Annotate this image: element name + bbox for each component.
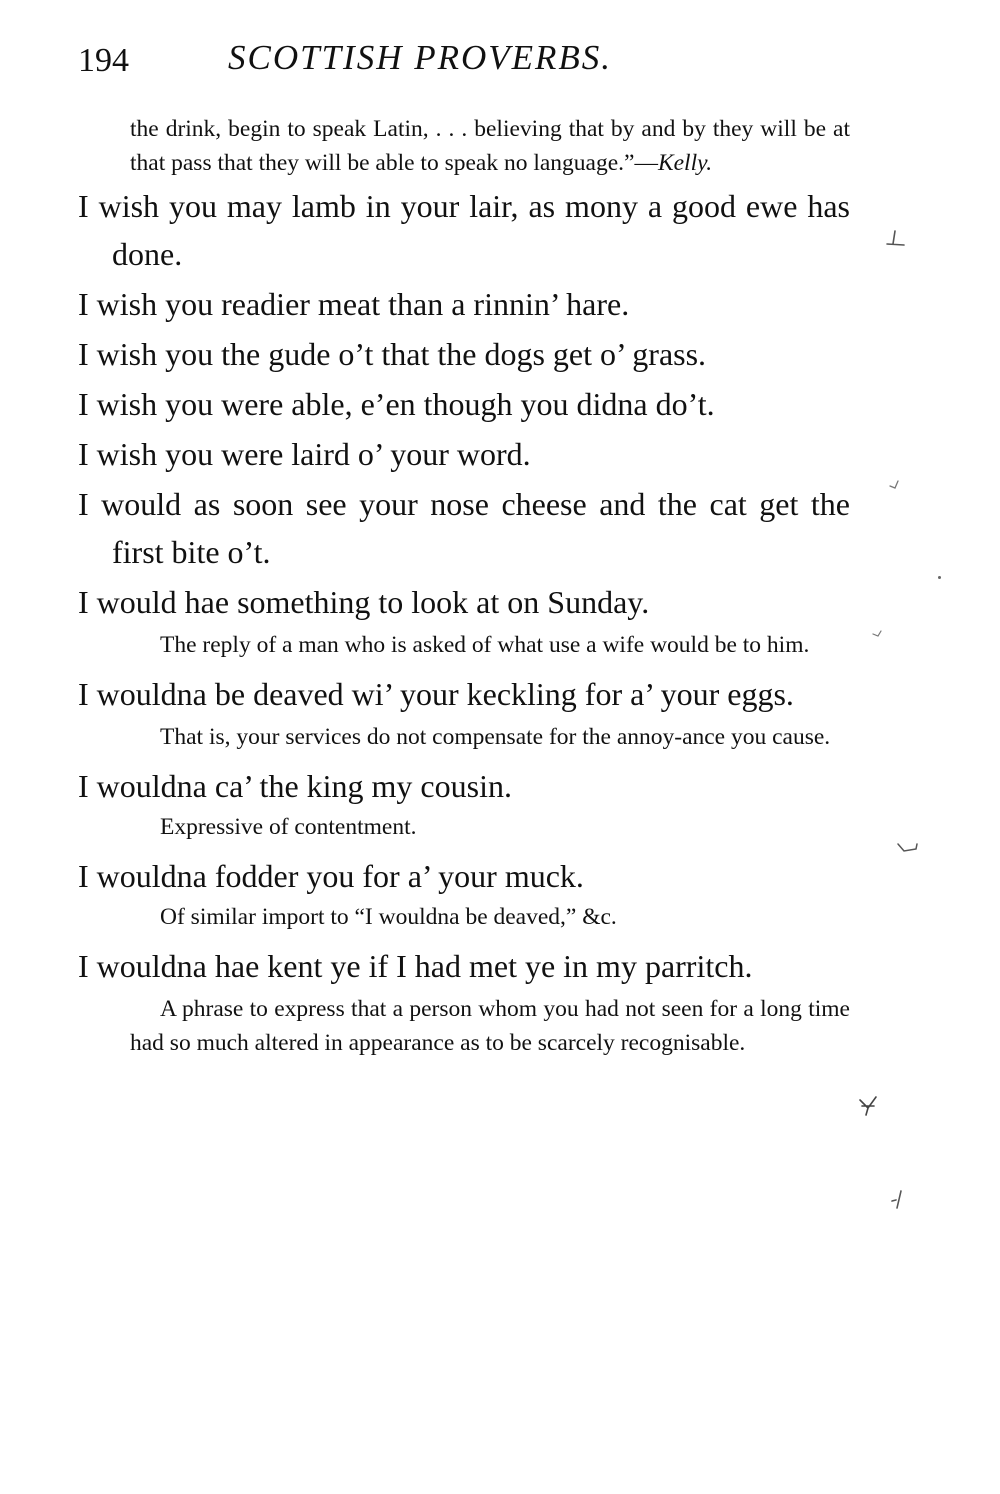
ink-speck	[938, 576, 941, 579]
proverb-entry: I wish you may lamb in your lair, as mony a good ewe has done.	[78, 188, 850, 272]
proverb-entry: I wouldna fodder you for a’ your muck.	[78, 858, 584, 894]
proverb-note: Expressive of contentment.	[160, 814, 417, 840]
proverb-entry: I wish you were laird o’ your word.	[78, 436, 531, 472]
proverb-entry: I wouldna hae kent ye if I had met ye in my parritch.	[78, 948, 753, 984]
page-number: 194	[78, 42, 129, 79]
proverb-note: The reply of a man who is asked of what use a wife would be to him.	[160, 632, 810, 658]
proverb-entry: I wouldna be deaved wi’ your keckling for a’ your eggs.	[78, 676, 794, 712]
proverb-list	[78, 112, 850, 1060]
continued-note	[78, 112, 850, 180]
proverb-entry: I wish you readier meat than a rinnin’ hare.	[78, 286, 630, 322]
pencil-mark	[886, 478, 902, 494]
page-header	[78, 38, 858, 88]
proverb-note: A phrase to express that a person whom you had not seen for a long time had so much altered in appearance as to be scarcely recognisable.	[130, 996, 850, 1056]
proverb-entry: I wish you were able, e’en though you didna do’t.	[78, 386, 715, 422]
pencil-mark	[896, 840, 920, 856]
proverb-entry: I wouldna ca’ the king my cousin.	[78, 768, 512, 804]
proverb-entry: I wish you the gude o’t that the dogs get o’ grass.	[78, 336, 707, 372]
proverb-entry: I would as soon see your nose cheese and the cat get the first bite o’t.	[78, 486, 850, 570]
continued-note-text: the drink, begin to speak Latin, . . . believing that by and by they will be at that pass that they will be able to speak no language.”—	[130, 116, 850, 176]
pencil-mark	[870, 624, 886, 640]
pencil-mark	[888, 1188, 908, 1212]
note-attribution: Kelly.	[657, 150, 713, 176]
running-head: SCOTTISH PROVERBS.	[228, 38, 613, 77]
proverb-entry: I would hae something to look at on Sunday.	[78, 584, 650, 620]
proverb-note: Of similar import to “I wouldna be deaved,” &c.	[160, 904, 617, 930]
pencil-mark	[884, 228, 906, 250]
pencil-mark	[856, 1094, 880, 1118]
proverb-note: That is, your services do not compensate for the annoy-ance you cause.	[160, 724, 831, 750]
